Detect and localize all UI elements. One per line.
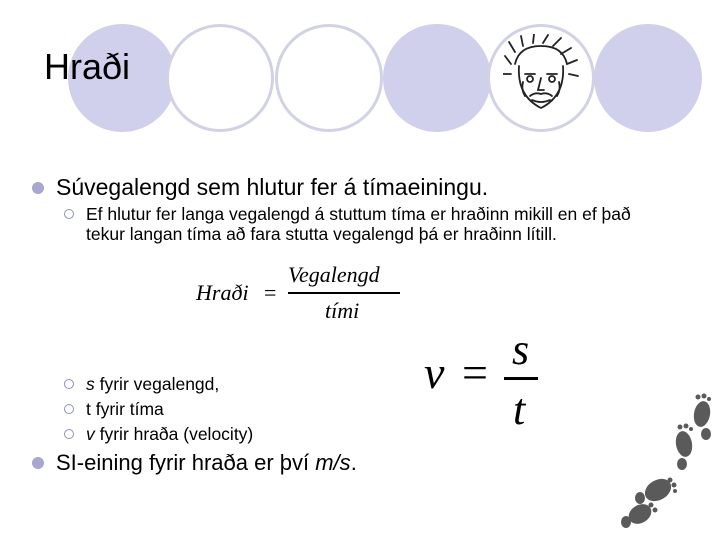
bullet-dot xyxy=(32,457,44,469)
bullet-dot xyxy=(32,182,44,194)
decor-circle-4 xyxy=(383,24,491,132)
symbol-formula-eq: = xyxy=(462,347,488,398)
def-text-t: fyrir tíma xyxy=(90,399,164,419)
symbol-formula-numerator: s xyxy=(512,325,530,374)
def-line-3 xyxy=(86,424,253,444)
bullet-2 xyxy=(32,450,357,476)
slide-title: Hraði xyxy=(44,46,131,87)
def-ring-1 xyxy=(64,379,74,389)
symbol-formula-lhs: v xyxy=(424,347,445,398)
sub-bullet-text: Ef hlutur fer langa vegalengd á stuttum tíma er hraðinn mikill en ef það tekur langan tíma að fara stutta vegalengd þá er hraðinn lítill. xyxy=(86,204,631,244)
symbol-formula-fraction-bar xyxy=(504,377,538,380)
footprints-icon xyxy=(618,392,718,532)
word-formula-fraction-bar xyxy=(288,292,400,294)
word-formula-numerator: Vegalengd xyxy=(288,262,380,287)
def-symbol-v: v xyxy=(86,424,95,444)
bullet-1-text: Súvegalengd sem hlutur fer á tímaeiningu. xyxy=(56,174,489,200)
def-text-s: fyrir vegalengd, xyxy=(94,374,220,394)
def-symbol-t: t xyxy=(86,399,91,419)
decor-circle-3 xyxy=(275,24,383,132)
bullet-1 xyxy=(32,174,488,201)
bullet-2-end: . xyxy=(350,450,357,475)
symbol-formula-denominator: t xyxy=(513,385,526,434)
bullet-2-text: SI-eining fyrir hraða er því xyxy=(56,450,316,475)
einstein-portrait xyxy=(503,34,579,118)
sub-bullet-ring xyxy=(64,209,74,219)
def-text-v: fyrir hraða (velocity) xyxy=(94,424,254,444)
def-symbol-s: s xyxy=(86,374,95,394)
def-line-2 xyxy=(86,399,164,419)
def-line-1 xyxy=(86,374,219,394)
decor-circle-2 xyxy=(166,24,274,132)
def-ring-3 xyxy=(64,429,74,439)
word-formula-eq: = xyxy=(264,280,277,305)
decor-circle-6 xyxy=(594,24,702,132)
word-formula-denominator: tími xyxy=(325,298,360,323)
word-formula-lhs: Hraði xyxy=(196,280,249,305)
def-ring-2 xyxy=(64,404,74,414)
bullet-2-unit: m/s xyxy=(315,450,351,475)
